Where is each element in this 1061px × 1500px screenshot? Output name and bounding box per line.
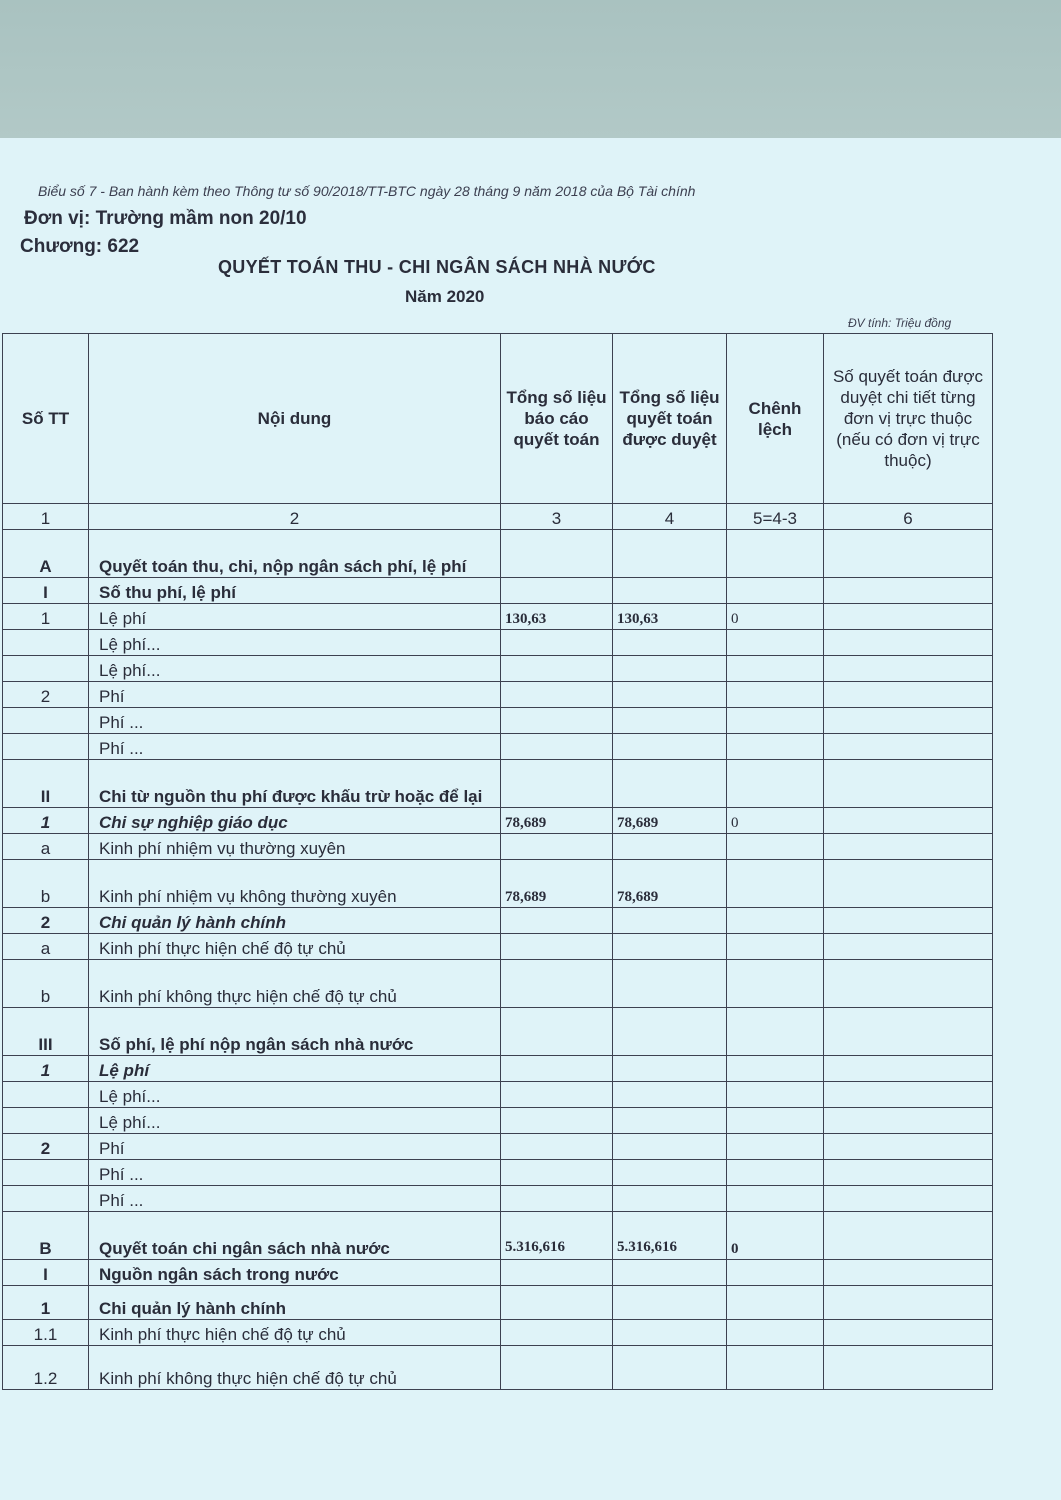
row-stt	[3, 734, 89, 760]
row-diff	[727, 1320, 824, 1346]
table-row	[3, 760, 993, 808]
row-content: Phí ...	[89, 734, 501, 760]
row-approved	[613, 1160, 727, 1186]
row-stt: 2	[3, 1134, 89, 1160]
row-content: Kinh phí thực hiện chế độ tự chủ	[89, 934, 501, 960]
row-subunit	[824, 1346, 993, 1390]
row-subunit	[824, 1320, 993, 1346]
row-stt	[3, 1108, 89, 1134]
row-content: Chi quản lý hành chính	[89, 908, 501, 934]
row-diff	[727, 760, 824, 808]
row-diff	[727, 1286, 824, 1320]
table-row	[3, 708, 993, 734]
row-subunit	[824, 934, 993, 960]
row-subunit	[824, 656, 993, 682]
row-subunit	[824, 682, 993, 708]
row-reported: 78,689	[501, 808, 613, 834]
row-approved: 78,689	[613, 808, 727, 834]
row-content: Phí ...	[89, 1186, 501, 1212]
row-content: Lệ phí...	[89, 656, 501, 682]
row-reported	[501, 656, 613, 682]
row-diff	[727, 1160, 824, 1186]
row-stt: 1	[3, 1056, 89, 1082]
row-stt: 2	[3, 908, 89, 934]
row-stt: I	[3, 578, 89, 604]
row-content: Lệ phí	[89, 604, 501, 630]
table-row	[3, 656, 993, 682]
row-subunit	[824, 578, 993, 604]
row-reported	[501, 578, 613, 604]
row-subunit	[824, 760, 993, 808]
table-row	[3, 1082, 993, 1108]
row-approved: 78,689	[613, 860, 727, 908]
row-approved: 5.316,616	[613, 1212, 727, 1260]
row-stt: 1	[3, 604, 89, 630]
row-stt: A	[3, 530, 89, 578]
row-subunit	[824, 1134, 993, 1160]
table-row	[3, 1108, 993, 1134]
col-header-diff: Chênh lệch	[727, 334, 824, 504]
row-content: Số thu phí, lệ phí	[89, 578, 501, 604]
row-approved	[613, 1320, 727, 1346]
row-diff	[727, 1008, 824, 1056]
row-reported	[501, 1056, 613, 1082]
row-diff	[727, 860, 824, 908]
row-approved	[613, 1008, 727, 1056]
row-approved	[613, 630, 727, 656]
currency-unit: ĐV tính: Triệu đồng	[848, 316, 952, 330]
row-approved	[613, 530, 727, 578]
table-row	[3, 1008, 993, 1056]
row-diff	[727, 1186, 824, 1212]
row-subunit	[824, 1082, 993, 1108]
row-approved	[613, 1056, 727, 1082]
row-approved: 130,63	[613, 604, 727, 630]
table-row	[3, 960, 993, 1008]
row-reported	[501, 1008, 613, 1056]
row-subunit	[824, 860, 993, 908]
row-approved	[613, 1286, 727, 1320]
row-stt	[3, 1160, 89, 1186]
row-subunit	[824, 1008, 993, 1056]
row-approved	[613, 834, 727, 860]
row-approved	[613, 682, 727, 708]
row-content: Kinh phí nhiệm vụ không thường xuyên	[89, 860, 501, 908]
table-row	[3, 682, 993, 708]
col-number: 3	[501, 504, 613, 530]
row-content: Quyết toán thu, chi, nộp ngân sách phí, lệ phí	[89, 530, 501, 578]
row-stt	[3, 630, 89, 656]
table-row	[3, 1186, 993, 1212]
row-stt	[3, 708, 89, 734]
row-reported	[501, 1082, 613, 1108]
row-reported	[501, 734, 613, 760]
row-stt: 1.1	[3, 1320, 89, 1346]
row-stt: a	[3, 834, 89, 860]
row-subunit	[824, 630, 993, 656]
table-row	[3, 934, 993, 960]
row-reported	[501, 1260, 613, 1286]
row-reported	[501, 1346, 613, 1390]
row-subunit	[824, 808, 993, 834]
row-stt: 1	[3, 808, 89, 834]
row-diff	[727, 1260, 824, 1286]
row-approved	[613, 708, 727, 734]
column-number-row	[3, 504, 993, 530]
row-stt: III	[3, 1008, 89, 1056]
row-reported: 130,63	[501, 604, 613, 630]
row-subunit	[824, 604, 993, 630]
row-reported	[501, 630, 613, 656]
row-approved	[613, 908, 727, 934]
row-diff	[727, 1108, 824, 1134]
table-row	[3, 1260, 993, 1286]
row-reported	[501, 708, 613, 734]
row-reported	[501, 1286, 613, 1320]
col-header-content: Nội dung	[89, 334, 501, 504]
row-reported	[501, 908, 613, 934]
row-approved	[613, 1082, 727, 1108]
background-surface	[0, 0, 1061, 140]
row-subunit	[824, 834, 993, 860]
row-reported	[501, 960, 613, 1008]
col-header-approved: Tổng số liệu quyết toán được duyệt	[613, 334, 727, 504]
table-row	[3, 734, 993, 760]
table-row	[3, 860, 993, 908]
table-header-row	[3, 334, 993, 504]
col-number: 4	[613, 504, 727, 530]
table-row	[3, 578, 993, 604]
row-stt	[3, 656, 89, 682]
row-approved	[613, 760, 727, 808]
row-approved	[613, 960, 727, 1008]
row-diff	[727, 682, 824, 708]
row-diff	[727, 1056, 824, 1082]
row-reported	[501, 1186, 613, 1212]
row-content: Kinh phí không thực hiện chế độ tự chủ	[89, 960, 501, 1008]
row-reported	[501, 682, 613, 708]
table-row	[3, 1160, 993, 1186]
table-row	[3, 1056, 993, 1082]
row-approved	[613, 656, 727, 682]
row-content: Kinh phí nhiệm vụ thường xuyên	[89, 834, 501, 860]
row-content: Nguồn ngân sách trong nước	[89, 1260, 501, 1286]
row-approved	[613, 934, 727, 960]
row-stt: 2	[3, 682, 89, 708]
row-approved	[613, 734, 727, 760]
row-diff: 0	[727, 1212, 824, 1260]
row-subunit	[824, 908, 993, 934]
row-stt: b	[3, 860, 89, 908]
report-year: Năm 2020	[405, 287, 485, 306]
row-subunit	[824, 1286, 993, 1320]
row-subunit	[824, 1160, 993, 1186]
row-content: Chi sự nghiệp giáo dục	[89, 808, 501, 834]
col-header-stt: Số TT	[3, 334, 89, 504]
row-content: Quyết toán chi ngân sách nhà nước	[89, 1212, 501, 1260]
row-content: Lệ phí...	[89, 1082, 501, 1108]
row-reported	[501, 1108, 613, 1134]
row-content: Kinh phí thực hiện chế độ tự chủ	[89, 1320, 501, 1346]
row-reported	[501, 934, 613, 960]
row-subunit	[824, 1186, 993, 1212]
row-diff	[727, 960, 824, 1008]
row-stt: I	[3, 1260, 89, 1286]
page-title: QUYẾT TOÁN THU - CHI NGÂN SÁCH NHÀ NƯỚC	[218, 257, 656, 277]
row-subunit	[824, 1056, 993, 1082]
row-subunit	[824, 1108, 993, 1134]
col-number: 1	[3, 504, 89, 530]
row-diff	[727, 908, 824, 934]
row-diff	[727, 734, 824, 760]
row-subunit	[824, 734, 993, 760]
row-reported: 5.316,616	[501, 1212, 613, 1260]
row-approved	[613, 1186, 727, 1212]
row-stt: 1.2	[3, 1346, 89, 1390]
row-content: Phí	[89, 1134, 501, 1160]
row-subunit	[824, 960, 993, 1008]
row-content: Lệ phí...	[89, 1108, 501, 1134]
table-row	[3, 808, 993, 834]
row-diff: 0	[727, 604, 824, 630]
table-row	[3, 908, 993, 934]
row-diff: 0	[727, 808, 824, 834]
row-content: Lệ phí...	[89, 630, 501, 656]
table-row	[3, 1134, 993, 1160]
row-subunit	[824, 1212, 993, 1260]
col-header-subunit: Số quyết toán được duyệt chi tiết từng đơn vị trực thuộc (nếu có đơn vị trực thuộc)	[824, 334, 993, 504]
row-reported	[501, 530, 613, 578]
table-row	[3, 1346, 993, 1390]
row-reported: 78,689	[501, 860, 613, 908]
row-stt	[3, 1186, 89, 1212]
row-approved	[613, 1108, 727, 1134]
table-row	[3, 604, 993, 630]
row-content: Chi quản lý hành chính	[89, 1286, 501, 1320]
row-content: Phí	[89, 682, 501, 708]
col-number: 5=4-3	[727, 504, 824, 530]
row-stt: a	[3, 934, 89, 960]
row-approved	[613, 1346, 727, 1390]
row-diff	[727, 630, 824, 656]
row-stt: b	[3, 960, 89, 1008]
col-header-reported: Tổng số liệu báo cáo quyết toán	[501, 334, 613, 504]
table-row	[3, 1286, 993, 1320]
row-subunit	[824, 530, 993, 578]
row-subunit	[824, 708, 993, 734]
table-row	[3, 630, 993, 656]
row-stt: II	[3, 760, 89, 808]
row-content: Số phí, lệ phí nộp ngân sách nhà nước	[89, 1008, 501, 1056]
row-content: Lệ phí	[89, 1056, 501, 1082]
row-diff	[727, 578, 824, 604]
col-number: 6	[824, 504, 993, 530]
row-diff	[727, 1134, 824, 1160]
row-reported	[501, 1134, 613, 1160]
unit-name: Đơn vị: Trường mầm non 20/10	[24, 208, 307, 229]
row-content: Chi từ nguồn thu phí được khấu trừ hoặc để lại	[89, 760, 501, 808]
row-content: Phí ...	[89, 708, 501, 734]
col-number: 2	[89, 504, 501, 530]
row-diff	[727, 934, 824, 960]
row-approved	[613, 1260, 727, 1286]
row-diff	[727, 834, 824, 860]
row-diff	[727, 656, 824, 682]
row-diff	[727, 1346, 824, 1390]
row-content: Phí ...	[89, 1160, 501, 1186]
row-diff	[727, 1082, 824, 1108]
table-row	[3, 1320, 993, 1346]
chapter-code: Chương: 622	[20, 236, 140, 257]
row-approved	[613, 578, 727, 604]
row-stt: B	[3, 1212, 89, 1260]
table-row	[3, 834, 993, 860]
settlement-table	[2, 333, 993, 1390]
row-reported	[501, 1320, 613, 1346]
row-diff	[727, 708, 824, 734]
row-reported	[501, 834, 613, 860]
table-row	[3, 530, 993, 578]
row-diff	[727, 530, 824, 578]
row-approved	[613, 1134, 727, 1160]
form-reference-note: Biểu số 7 - Ban hành kèm theo Thông tư số 90/2018/TT-BTC ngày 28 tháng 9 năm 2018 của Bộ Tài chính	[38, 183, 696, 199]
row-stt: 1	[3, 1286, 89, 1320]
row-reported	[501, 760, 613, 808]
row-subunit	[824, 1260, 993, 1286]
row-content: Kinh phí không thực hiện chế độ tự chủ	[89, 1346, 501, 1390]
table-row	[3, 1212, 993, 1260]
row-stt	[3, 1082, 89, 1108]
row-reported	[501, 1160, 613, 1186]
